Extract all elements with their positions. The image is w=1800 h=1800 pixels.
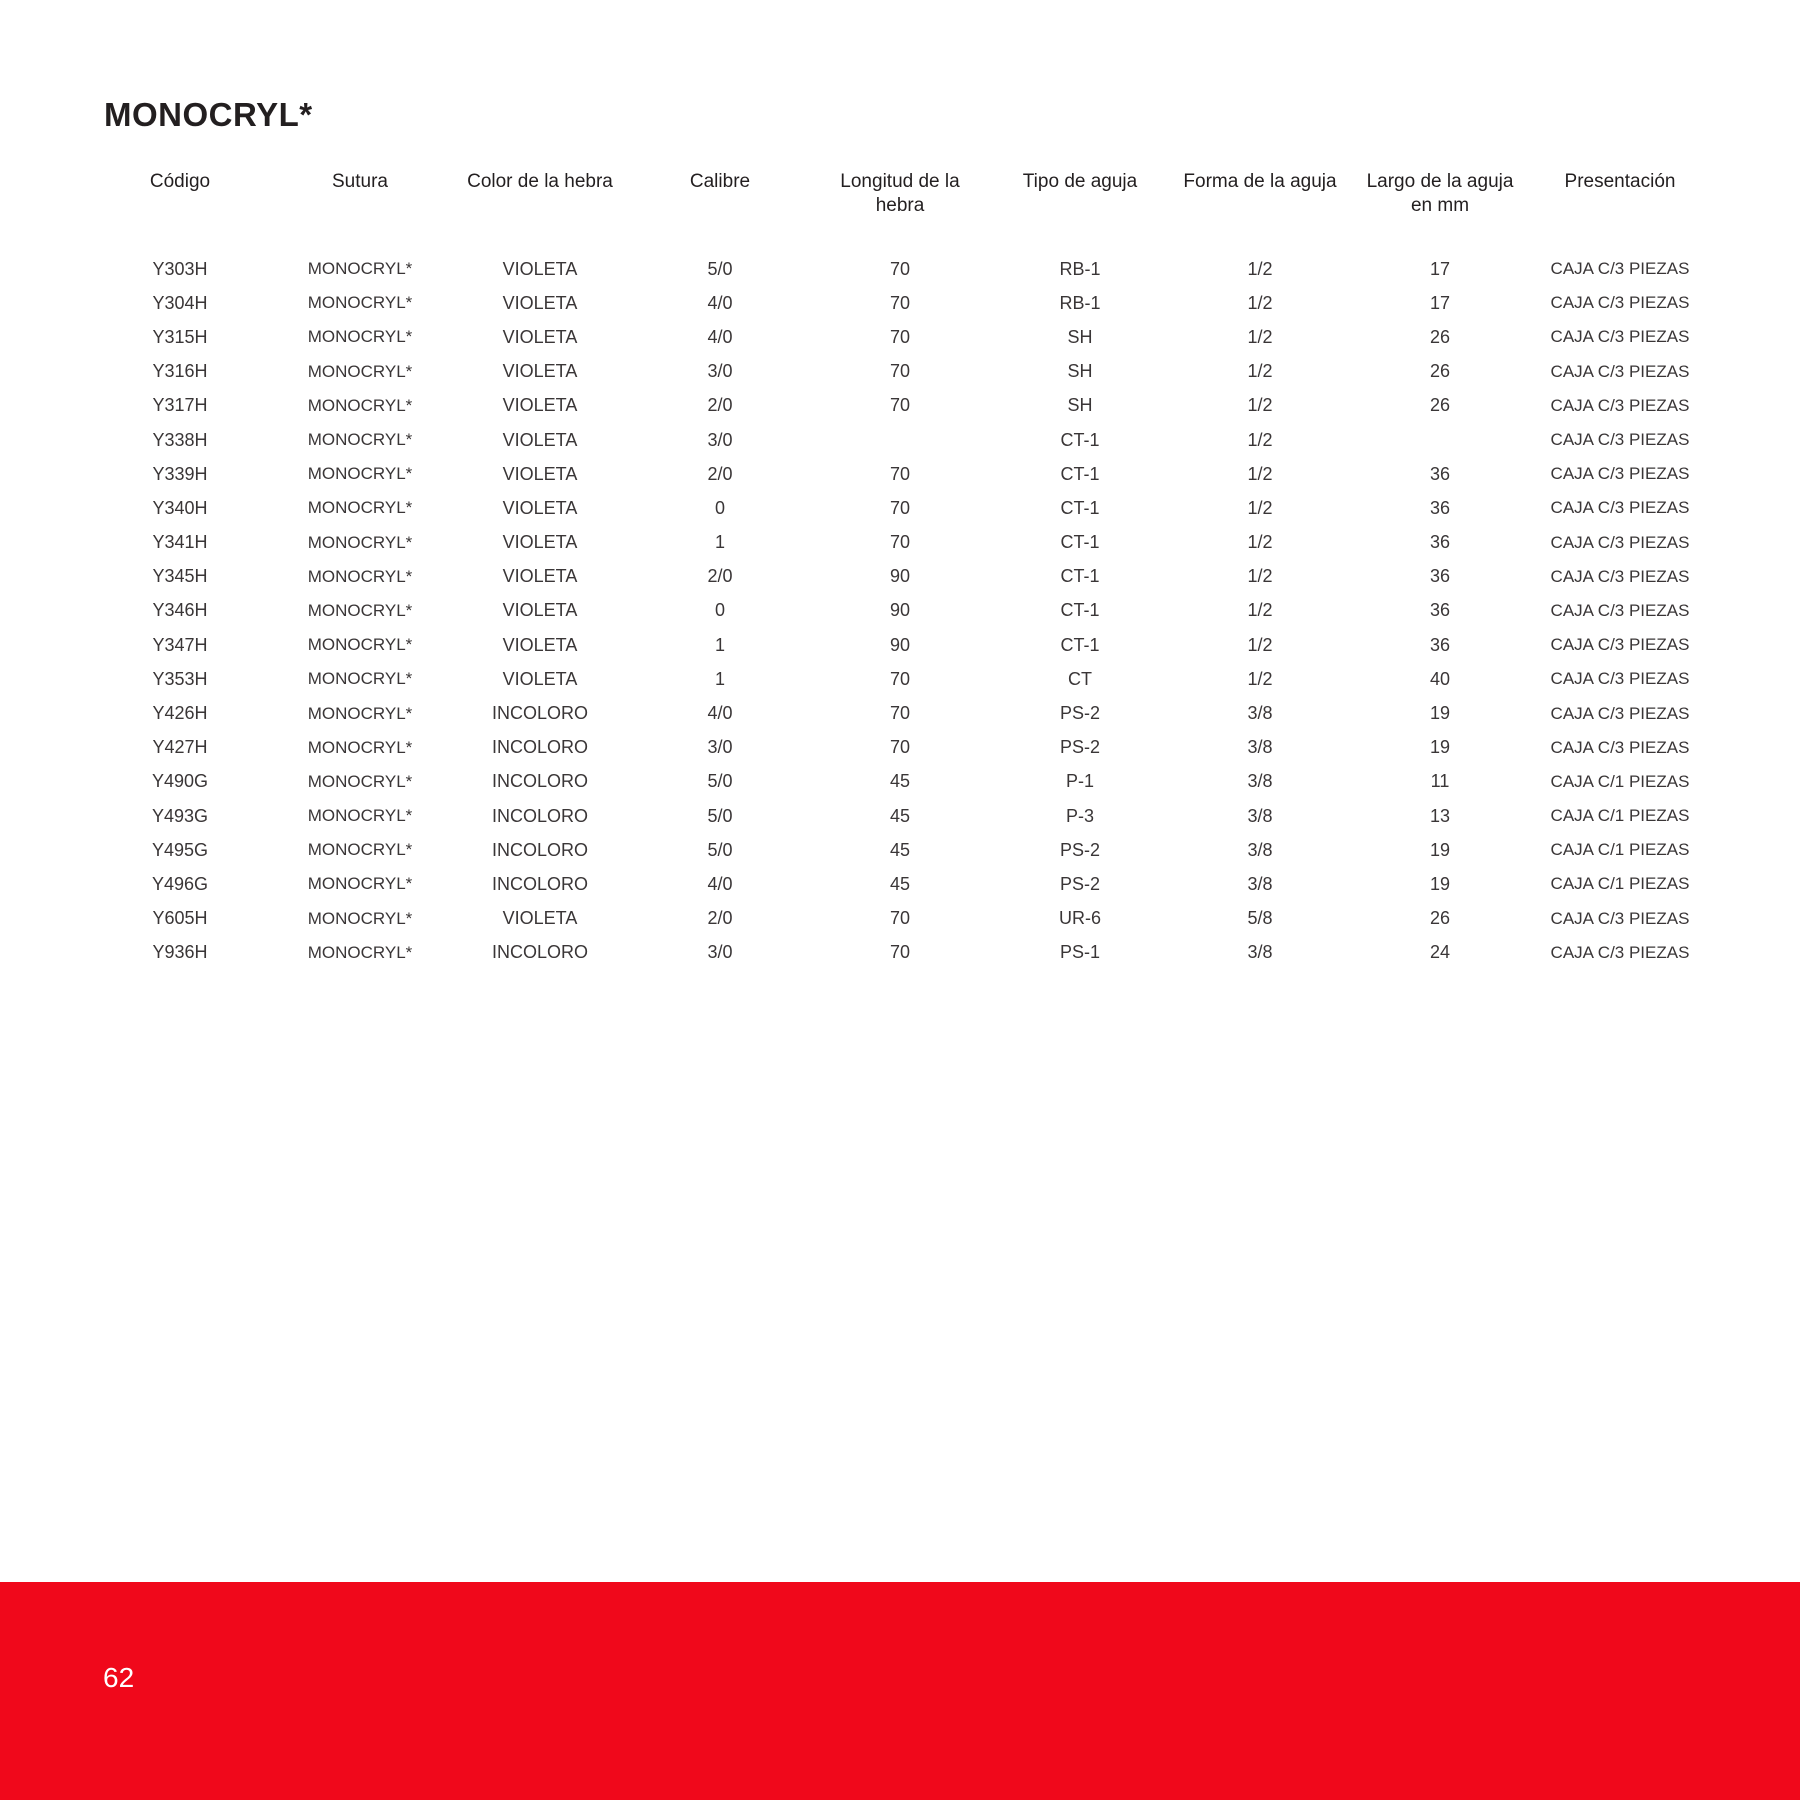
header-sutura: Sutura: [332, 171, 388, 192]
table-row: [90, 457, 1710, 491]
cell-color-hebra: VIOLETA: [502, 532, 578, 553]
cell-largo-aguja: 17: [1429, 292, 1451, 313]
cell-codigo: Y490G: [151, 771, 209, 792]
cell-forma-aguja: 3/8: [1247, 839, 1273, 860]
cell-calibre: 0: [714, 497, 725, 518]
cell-largo-aguja: 36: [1429, 600, 1451, 621]
cell-color-hebra: VIOLETA: [502, 908, 578, 929]
cell-forma-aguja: 1/2: [1247, 532, 1273, 553]
cell-color-hebra: VIOLETA: [502, 258, 578, 279]
table-row: [90, 252, 1710, 286]
cell-sutura: MONOCRYL*: [307, 464, 413, 484]
cell-largo-aguja: 36: [1429, 566, 1451, 587]
cell-calibre: 3/0: [707, 361, 733, 382]
cell-sutura: MONOCRYL*: [307, 669, 413, 689]
page-number: 62: [103, 1662, 135, 1693]
cell-sutura: MONOCRYL*: [307, 395, 413, 415]
cell-largo-aguja: 11: [1430, 771, 1450, 792]
table-row: [90, 423, 1710, 457]
cell-forma-aguja: 1/2: [1247, 429, 1273, 450]
header-presentacion: Presentación: [1564, 171, 1676, 192]
cell-presentacion: CAJA C/3 PIEZAS: [1550, 498, 1690, 518]
cell-codigo: Y341H: [152, 532, 208, 553]
cell-color-hebra: VIOLETA: [502, 668, 578, 689]
cell-forma-aguja: 1/2: [1247, 668, 1273, 689]
cell-codigo: Y353H: [152, 668, 208, 689]
cell-forma-aguja: 3/8: [1247, 737, 1273, 758]
cell-forma-aguja: 1/2: [1247, 326, 1273, 347]
cell-sutura: MONOCRYL*: [307, 771, 413, 791]
cell-tipo-aguja: SH: [1067, 326, 1093, 347]
table-row: [90, 936, 1710, 970]
cell-tipo-aguja: SH: [1067, 395, 1093, 416]
cell-presentacion: CAJA C/3 PIEZAS: [1550, 566, 1690, 586]
cell-largo-aguja: 19: [1429, 703, 1451, 724]
cell-sutura: MONOCRYL*: [307, 532, 413, 552]
cell-forma-aguja: 1/2: [1247, 292, 1273, 313]
cell-calibre: 1: [714, 532, 725, 553]
cell-codigo: Y317H: [152, 395, 208, 416]
cell-sutura: MONOCRYL*: [307, 430, 413, 450]
cell-largo-aguja: 36: [1429, 497, 1451, 518]
cell-calibre: 3/0: [707, 429, 733, 450]
cell-longitud-hebra: 70: [889, 668, 911, 689]
cell-tipo-aguja: CT-1: [1060, 532, 1100, 553]
cell-presentacion: CAJA C/1 PIEZAS: [1550, 840, 1690, 860]
cell-calibre: 2/0: [707, 395, 733, 416]
table-row: [90, 731, 1710, 765]
cell-forma-aguja: 3/8: [1247, 771, 1273, 792]
cell-codigo: Y340H: [152, 497, 208, 518]
cell-sutura: MONOCRYL*: [307, 259, 413, 279]
cell-longitud-hebra: 70: [889, 292, 911, 313]
cell-presentacion: CAJA C/3 PIEZAS: [1550, 464, 1690, 484]
cell-color-hebra: VIOLETA: [502, 395, 578, 416]
cell-color-hebra: INCOLORO: [491, 873, 588, 894]
cell-color-hebra: VIOLETA: [502, 429, 578, 450]
product-spec-table: [90, 168, 1710, 970]
cell-longitud-hebra: 70: [889, 942, 911, 963]
cell-calibre: 2/0: [707, 566, 733, 587]
cell-presentacion: CAJA C/3 PIEZAS: [1550, 327, 1690, 347]
cell-largo-aguja: 26: [1429, 326, 1451, 347]
cell-forma-aguja: 1/2: [1247, 258, 1273, 279]
cell-largo-aguja: 40: [1429, 668, 1451, 689]
cell-presentacion: CAJA C/3 PIEZAS: [1550, 430, 1690, 450]
table-row: [90, 355, 1710, 389]
cell-color-hebra: INCOLORO: [491, 805, 588, 826]
cell-longitud-hebra: 70: [889, 361, 911, 382]
cell-longitud-hebra: 70: [889, 395, 911, 416]
cell-tipo-aguja: CT: [1068, 668, 1092, 689]
cell-sutura: MONOCRYL*: [307, 703, 413, 723]
cell-forma-aguja: 1/2: [1247, 361, 1273, 382]
table-row: [90, 526, 1710, 560]
cell-presentacion: CAJA C/3 PIEZAS: [1550, 669, 1690, 689]
cell-calibre: 5/0: [707, 805, 733, 826]
header-calibre: Calibre: [689, 171, 751, 192]
cell-calibre: 3/0: [707, 942, 733, 963]
cell-presentacion: CAJA C/3 PIEZAS: [1550, 293, 1690, 313]
cell-color-hebra: INCOLORO: [491, 839, 588, 860]
cell-longitud-hebra: 45: [889, 839, 911, 860]
cell-calibre: 4/0: [707, 703, 733, 724]
cell-presentacion: CAJA C/1 PIEZAS: [1550, 771, 1690, 791]
cell-color-hebra: VIOLETA: [502, 634, 578, 655]
cell-sutura: MONOCRYL*: [307, 635, 413, 655]
cell-presentacion: CAJA C/1 PIEZAS: [1550, 806, 1690, 826]
cell-codigo: Y493G: [151, 805, 209, 826]
table-row: [90, 902, 1710, 936]
cell-forma-aguja: 1/2: [1247, 463, 1273, 484]
cell-calibre: 1: [714, 634, 725, 655]
table-row: [90, 867, 1710, 901]
cell-largo-aguja: 36: [1429, 532, 1451, 553]
cell-longitud-hebra: 70: [889, 326, 911, 347]
table-row: [90, 696, 1710, 730]
cell-codigo: Y345H: [152, 566, 208, 587]
cell-sutura: MONOCRYL*: [307, 806, 413, 826]
cell-presentacion: CAJA C/3 PIEZAS: [1550, 635, 1690, 655]
cell-largo-aguja: 36: [1429, 463, 1451, 484]
cell-codigo: Y346H: [152, 600, 208, 621]
cell-tipo-aguja: SH: [1067, 361, 1093, 382]
cell-codigo: Y303H: [152, 258, 208, 279]
cell-longitud-hebra: 45: [889, 771, 911, 792]
cell-sutura: MONOCRYL*: [307, 840, 413, 860]
cell-calibre: 3/0: [707, 737, 733, 758]
cell-sutura: MONOCRYL*: [307, 327, 413, 347]
table-row: [90, 765, 1710, 799]
header-longitud-hebra: Longitud de la hebra: [840, 171, 960, 216]
cell-longitud-hebra: 70: [889, 463, 911, 484]
table-row: [90, 662, 1710, 696]
table-body: [90, 252, 1710, 970]
cell-sutura: MONOCRYL*: [307, 566, 413, 586]
cell-longitud-hebra: 45: [889, 805, 911, 826]
cell-largo-aguja: 19: [1429, 737, 1451, 758]
cell-codigo: Y315H: [152, 326, 208, 347]
cell-largo-aguja: 17: [1429, 258, 1451, 279]
table-row: [90, 833, 1710, 867]
cell-forma-aguja: 1/2: [1247, 566, 1273, 587]
cell-color-hebra: VIOLETA: [502, 497, 578, 518]
table-header-row: [90, 168, 1710, 252]
cell-largo-aguja: [1350, 423, 1530, 457]
cell-longitud-hebra: 70: [889, 737, 911, 758]
cell-longitud-hebra: 70: [889, 703, 911, 724]
cell-longitud-hebra: [810, 423, 990, 457]
cell-tipo-aguja: RB-1: [1059, 292, 1101, 313]
cell-presentacion: CAJA C/3 PIEZAS: [1550, 703, 1690, 723]
table-row: [90, 594, 1710, 628]
table-row: [90, 491, 1710, 525]
cell-calibre: 4/0: [707, 326, 733, 347]
cell-tipo-aguja: PS-1: [1059, 942, 1101, 963]
cell-color-hebra: VIOLETA: [502, 463, 578, 484]
cell-color-hebra: VIOLETA: [502, 292, 578, 313]
cell-presentacion: CAJA C/3 PIEZAS: [1550, 361, 1690, 381]
table-row: [90, 799, 1710, 833]
cell-color-hebra: INCOLORO: [491, 737, 588, 758]
cell-presentacion: CAJA C/3 PIEZAS: [1550, 259, 1690, 279]
cell-sutura: MONOCRYL*: [307, 942, 413, 962]
cell-codigo: Y936H: [152, 942, 208, 963]
cell-forma-aguja: 3/8: [1247, 703, 1273, 724]
cell-color-hebra: INCOLORO: [491, 703, 588, 724]
cell-calibre: 2/0: [707, 463, 733, 484]
cell-color-hebra: VIOLETA: [502, 326, 578, 347]
cell-codigo: Y427H: [152, 737, 208, 758]
header-tipo-aguja: Tipo de aguja: [1022, 171, 1138, 192]
table-row: [90, 320, 1710, 354]
cell-tipo-aguja: CT-1: [1060, 566, 1100, 587]
header-forma-aguja: Forma de la aguja: [1183, 171, 1337, 192]
header-codigo: Código: [149, 171, 211, 192]
cell-presentacion: CAJA C/3 PIEZAS: [1550, 395, 1690, 415]
cell-longitud-hebra: 70: [889, 258, 911, 279]
cell-longitud-hebra: 70: [889, 908, 911, 929]
cell-codigo: Y339H: [152, 463, 208, 484]
cell-sutura: MONOCRYL*: [307, 874, 413, 894]
cell-calibre: 5/0: [707, 771, 733, 792]
cell-color-hebra: INCOLORO: [491, 942, 588, 963]
cell-forma-aguja: 1/2: [1247, 497, 1273, 518]
table-row: [90, 560, 1710, 594]
cell-tipo-aguja: CT-1: [1060, 600, 1100, 621]
cell-sutura: MONOCRYL*: [307, 293, 413, 313]
cell-forma-aguja: 5/8: [1247, 908, 1273, 929]
cell-tipo-aguja: CT-1: [1060, 634, 1100, 655]
cell-forma-aguja: 1/2: [1247, 600, 1273, 621]
header-color-hebra: Color de la hebra: [467, 171, 613, 192]
cell-codigo: Y338H: [152, 429, 208, 450]
cell-sutura: MONOCRYL*: [307, 908, 413, 928]
cell-color-hebra: VIOLETA: [502, 600, 578, 621]
footer-band: [0, 1582, 1800, 1800]
cell-tipo-aguja: UR-6: [1058, 908, 1101, 929]
cell-sutura: MONOCRYL*: [307, 737, 413, 757]
cell-longitud-hebra: 45: [889, 873, 911, 894]
cell-color-hebra: INCOLORO: [491, 771, 588, 792]
cell-tipo-aguja: CT-1: [1060, 497, 1100, 518]
table-row: [90, 286, 1710, 320]
cell-largo-aguja: 19: [1429, 873, 1451, 894]
cell-forma-aguja: 3/8: [1247, 805, 1273, 826]
cell-tipo-aguja: CT-1: [1060, 463, 1100, 484]
cell-tipo-aguja: P-1: [1065, 771, 1094, 792]
page-title: MONOCRYL*: [104, 96, 313, 133]
cell-forma-aguja: 1/2: [1247, 634, 1273, 655]
cell-largo-aguja: 24: [1429, 942, 1451, 963]
cell-tipo-aguja: PS-2: [1059, 703, 1101, 724]
cell-color-hebra: VIOLETA: [502, 361, 578, 382]
cell-tipo-aguja: RB-1: [1059, 258, 1101, 279]
cell-largo-aguja: 13: [1429, 805, 1451, 826]
table-row: [90, 389, 1710, 423]
cell-presentacion: CAJA C/3 PIEZAS: [1550, 600, 1690, 620]
cell-largo-aguja: 36: [1429, 634, 1451, 655]
cell-calibre: 4/0: [707, 873, 733, 894]
cell-presentacion: CAJA C/3 PIEZAS: [1550, 737, 1690, 757]
cell-calibre: 0: [714, 600, 725, 621]
cell-forma-aguja: 3/8: [1247, 873, 1273, 894]
cell-codigo: Y347H: [152, 634, 208, 655]
cell-longitud-hebra: 70: [889, 497, 911, 518]
cell-forma-aguja: 3/8: [1247, 942, 1273, 963]
cell-presentacion: CAJA C/3 PIEZAS: [1550, 942, 1690, 962]
cell-calibre: 5/0: [707, 258, 733, 279]
cell-tipo-aguja: PS-2: [1059, 839, 1101, 860]
cell-codigo: Y495G: [151, 839, 209, 860]
cell-color-hebra: VIOLETA: [502, 566, 578, 587]
cell-sutura: MONOCRYL*: [307, 498, 413, 518]
cell-presentacion: CAJA C/3 PIEZAS: [1550, 908, 1690, 928]
cell-codigo: Y496G: [151, 873, 209, 894]
cell-calibre: 2/0: [707, 908, 733, 929]
cell-calibre: 5/0: [707, 839, 733, 860]
cell-presentacion: CAJA C/1 PIEZAS: [1550, 874, 1690, 894]
cell-longitud-hebra: 70: [889, 532, 911, 553]
table-row: [90, 628, 1710, 662]
cell-codigo: Y426H: [152, 703, 208, 724]
cell-calibre: 4/0: [707, 292, 733, 313]
header-largo-aguja: Largo de la aguja en mm: [1366, 171, 1514, 216]
cell-longitud-hebra: 90: [889, 600, 911, 621]
cell-codigo: Y605H: [152, 908, 208, 929]
cell-largo-aguja: 26: [1429, 395, 1451, 416]
cell-tipo-aguja: P-3: [1065, 805, 1094, 826]
cell-largo-aguja: 26: [1429, 361, 1451, 382]
cell-sutura: MONOCRYL*: [307, 600, 413, 620]
cell-forma-aguja: 1/2: [1247, 395, 1273, 416]
cell-tipo-aguja: CT-1: [1060, 429, 1100, 450]
cell-tipo-aguja: PS-2: [1059, 873, 1101, 894]
cell-codigo: Y304H: [152, 292, 208, 313]
cell-largo-aguja: 19: [1429, 839, 1451, 860]
cell-sutura: MONOCRYL*: [307, 361, 413, 381]
cell-tipo-aguja: PS-2: [1059, 737, 1101, 758]
cell-longitud-hebra: 90: [889, 566, 911, 587]
cell-largo-aguja: 26: [1429, 908, 1451, 929]
cell-calibre: 1: [714, 668, 725, 689]
cell-longitud-hebra: 90: [889, 634, 911, 655]
cell-presentacion: CAJA C/3 PIEZAS: [1550, 532, 1690, 552]
cell-codigo: Y316H: [152, 361, 208, 382]
